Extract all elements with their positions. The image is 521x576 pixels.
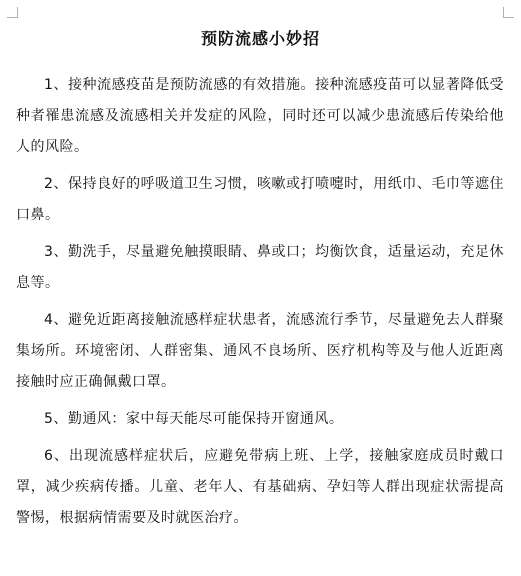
paragraph-6: 6、出现流感样症状后，应避免带病上班、上学，接触家庭成员时戴口罩，减少疾病传播。儿童、老年人、有基础病、孕妇等人群出现症状需提高警惕，根据病情需要及时就医治疗。 [16, 448, 504, 526]
paragraph-4: 4、避免近距离接触流感样症状患者，流感流行季节，尽量避免去人群聚集场所。环境密闭、人群密集、通风不良场所、医疗机构等及与他人近距离接触时应正确佩戴口罩。 [16, 312, 504, 390]
page-corner-mark-right [503, 7, 514, 18]
page-corner-mark-left [7, 7, 18, 18]
document-body [16, 70, 504, 540]
paragraph-3: 3、勤洗手，尽量避免触摸眼睛、鼻或口；均衡饮食，适量运动，充足休息等。 [16, 244, 504, 291]
paragraph-1: 1、接种流感疫苗是预防流感的有效措施。接种流感疫苗可以显著降低受种者罹患流感及流感相关并发症的风险，同时还可以减少患流感后传染给他人的风险。 [16, 77, 504, 155]
paragraph-5: 5、勤通风：家中每天能尽可能保持开窗通风。 [44, 411, 344, 427]
document-title: 预防流感小妙招 [200, 29, 320, 48]
paragraph-2: 2、保持良好的呼吸道卫生习惯，咳嗽或打喷嚏时，用纸巾、毛巾等遮住口鼻。 [16, 176, 504, 223]
